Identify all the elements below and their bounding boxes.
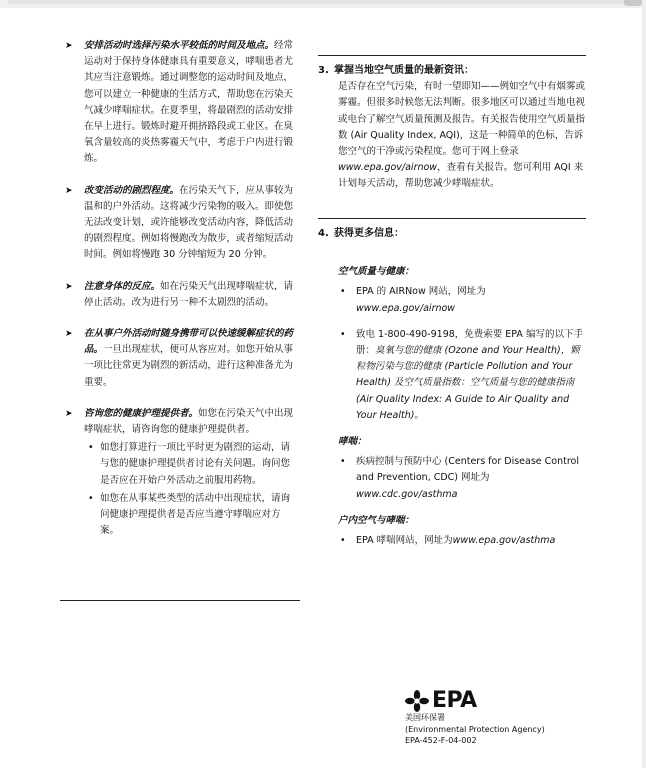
section-4-heading xyxy=(318,226,586,242)
resource-item xyxy=(318,533,586,549)
resource-text: 疾病控制与预防中心 (Centers for Disease Control and Prevention, CDC) 网址为 xyxy=(356,456,579,484)
tip-heading: 改变活动的剧烈程度。 xyxy=(84,184,180,196)
epa-flower-icon xyxy=(405,690,429,712)
section-3-title: 掌握当地空气质量的最新资讯： xyxy=(334,65,474,76)
epa-asthma-url-link[interactable]: www.epa.gov/asthma xyxy=(452,535,556,547)
document-number: EPA-452-F-04-002 xyxy=(405,736,477,745)
vertical-scrollbar[interactable] xyxy=(642,8,646,768)
airnow-url-link[interactable]: www.epa.gov/airnow xyxy=(356,302,456,314)
resource-item xyxy=(318,327,586,424)
resource-item xyxy=(318,284,586,316)
epa-logo-text: EPA xyxy=(432,688,477,713)
arrow-bullet-icon: ➤ xyxy=(65,329,73,340)
viewer-corner-tab[interactable] xyxy=(624,0,642,6)
tip-body: 一旦出现症状，便可从容应对。如您开始从事一项比往常更为剧烈的新活动，进行这种准备尤为重要。 xyxy=(84,344,294,388)
subitem-text: 如您在从事某些类型的活动中出现症状，请询问健康护理提供者是否应当遵守哮喘应对方案。 xyxy=(100,492,291,537)
section-4 xyxy=(318,226,586,549)
arrow-bullet-icon: ➤ xyxy=(65,185,73,196)
airnow-link[interactable]: www.epa.gov/airnow xyxy=(338,162,438,174)
section-4-title: 获得更多信息： xyxy=(334,228,404,239)
agency-name-en: (Environmental Protection Agency) xyxy=(405,724,545,734)
resource-text: EPA 哮喘网站，网址为 xyxy=(356,535,453,547)
dot-bullet-icon: • xyxy=(88,442,94,454)
dot-bullet-icon: • xyxy=(340,286,346,298)
section-3-body xyxy=(318,79,586,192)
subitem-text: 如您打算进行一项比平时更为剧烈的运动，请与您的健康护理提供者讨论有关问题。询问您是否应在开始户外活动之前服用药物。 xyxy=(100,442,291,486)
tip-item xyxy=(60,183,298,264)
epa-footer xyxy=(405,690,585,747)
arrow-bullet-icon: ➤ xyxy=(65,408,73,419)
resource-text: 致电 1-800-490-9198，免费索要 EPA 编写的以下手册： xyxy=(356,328,583,357)
viewer-top-strip xyxy=(8,0,628,4)
resource-text-end: 。 xyxy=(414,409,424,421)
tip-item xyxy=(60,279,298,311)
dot-bullet-icon: • xyxy=(340,535,346,547)
tip-item xyxy=(60,326,298,391)
section-3-text-end: ，查看有关报告。您可利用 AQI 来计划每天活动，帮助您减少哮喘症状。 xyxy=(338,162,584,190)
section-4-top-rule xyxy=(318,218,586,219)
tip-item xyxy=(60,406,298,540)
section-3-number: 3. xyxy=(318,65,329,76)
dot-bullet-icon: • xyxy=(340,456,346,468)
tip-body: 如您在污染天气中出现哮喘症状，请咨询您的健康护理提供者。 xyxy=(84,407,294,436)
cdc-url-link[interactable]: www.cdc.gov/asthma xyxy=(356,488,458,500)
left-bottom-rule xyxy=(60,600,300,601)
tip-body: 在污染天气下，应从事较为温和的户外活动。这将减少污染物的吸入。即使您无法改变计划，或许能够改变活动内容，降低活动的剧烈程度。例如将慢跑改为散步，或者缩短活动时间。例如将慢跑 30 分钟缩短为 20 分钟。 xyxy=(84,184,294,261)
group-heading-asthma: 哮喘： xyxy=(338,436,367,448)
right-column xyxy=(318,55,586,193)
epa-logo xyxy=(405,690,585,712)
resource-item xyxy=(318,454,586,503)
tip-subitem xyxy=(84,491,298,540)
arrow-bullet-icon: ➤ xyxy=(65,41,73,51)
tip-subitem xyxy=(84,440,298,489)
dot-bullet-icon: • xyxy=(88,492,94,504)
tip-heading: 在从事户外活动时随身携带可以快速缓解症状的药品。 xyxy=(84,328,294,356)
group-heading-indoor-air: 户内空气与哮喘： xyxy=(338,514,415,526)
agency-name-cn: 美国环保署 xyxy=(405,713,445,722)
left-column xyxy=(60,38,298,554)
tip-body: 如在污染天气出现哮喘症状，请停止活动。改为进行另一种不太剧烈的活动。 xyxy=(84,280,294,308)
tip-body: 经常运动对于保持身体健康具有重要意义，哮喘患者尤其应当注意锻炼。通过调整您的运动时间及地点，您可以建立一种健康的生活方式，帮助您在污染天气减少哮喘症状。在夏季里，将最剧烈的活动安排在早上进行。锻炼时避开拥挤路段或工业区。在臭氧含量较高的炎热雾霾天气中，考虑于户内进行锻炼。 xyxy=(84,40,294,165)
resource-text: EPA 的 AIRNow 网站，网址为 xyxy=(356,286,486,298)
publication-titles: 臭氧与您的健康 (Ozone and Your Health)，颗粒物污染与您的健康 (Particle Pollution and Your Health) 及空气质量指数：空气质量与您的健康指南 (Air Quality Index: A Guide to Air Quality and Your Health) xyxy=(356,345,580,421)
section-3-text: 是否存在空气污染，有时一望即知——例如空气中有烟雾或雾霾。但很多时候您无法判断。很多地区可以通过当地电视或电台了解空气质量预测及报告。有关报告使用空气质量指数 (Air Quality Index, AQI)，这是一种简单的色标，告诉您空气的干净或污染程度。您可于网上登录 xyxy=(338,81,586,158)
group-heading-air-quality: 空气质量与健康： xyxy=(338,266,415,278)
tip-heading: 注意身体的反应。 xyxy=(84,280,161,292)
section-3-heading xyxy=(318,63,586,79)
tip-heading: 安排活动时选择污染水平较低的时间及地点。 xyxy=(84,40,275,51)
tip-item xyxy=(60,38,298,168)
section-4-number: 4. xyxy=(318,228,329,239)
arrow-bullet-icon: ➤ xyxy=(65,281,73,292)
dot-bullet-icon: • xyxy=(340,328,346,340)
tip-heading: 咨询您的健康护理提供者。 xyxy=(84,407,199,419)
